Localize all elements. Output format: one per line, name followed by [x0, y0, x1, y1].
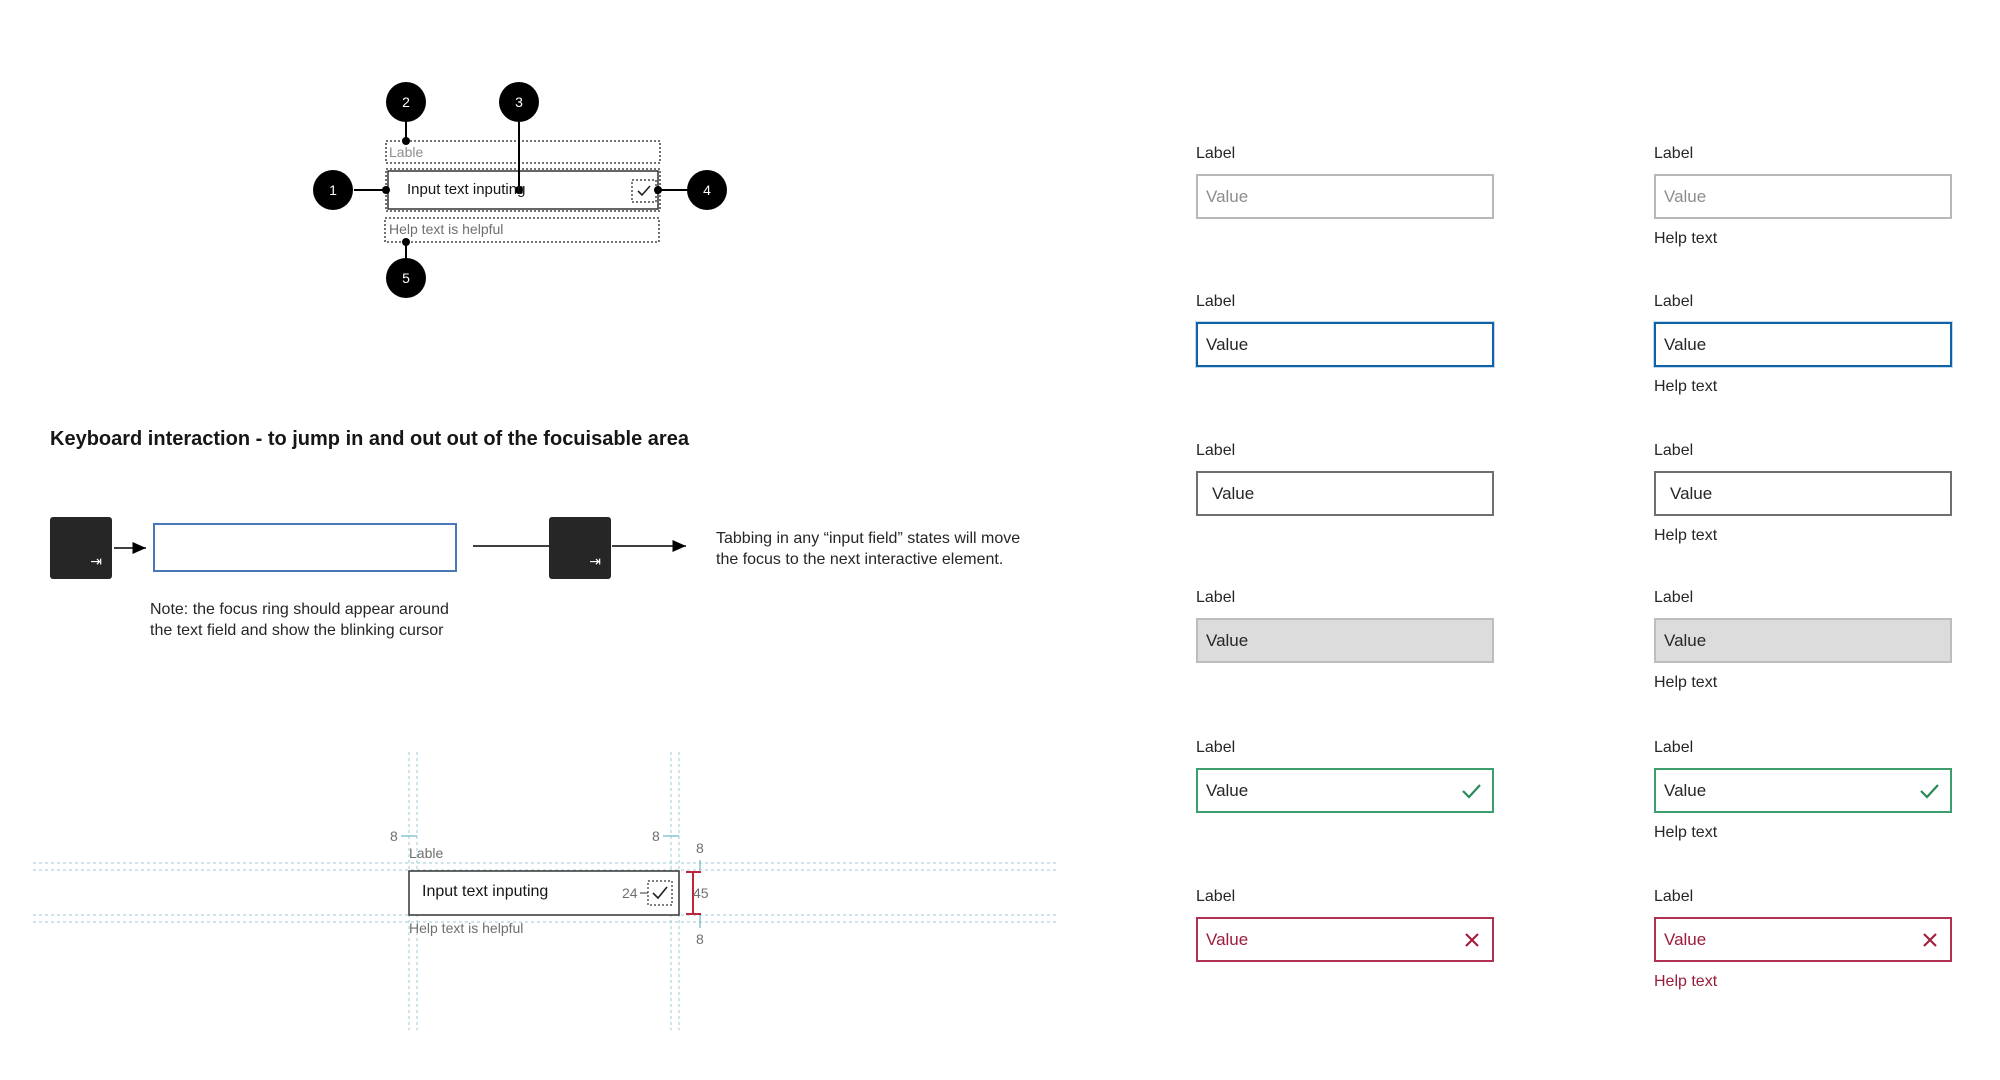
field-label: Label — [1654, 739, 1694, 756]
field-label: Label — [1196, 739, 1236, 756]
value-input[interactable] — [1196, 917, 1494, 962]
callout-marker-4: 4 — [687, 170, 727, 210]
tabbing-description-line2: the focus to the next interactive element. — [716, 551, 1004, 568]
field-label: Label — [1654, 145, 1694, 162]
callout-marker-1: 1 — [313, 170, 353, 210]
field-focus-with-help — [1654, 292, 1952, 397]
tab-key-icon: ⇥ — [90, 554, 102, 570]
field-value: Value — [1664, 631, 1707, 650]
spacing-help-text: Help text is helpful — [409, 920, 524, 936]
value-input[interactable] — [1196, 471, 1494, 516]
field-disabled-with-help — [1654, 588, 1952, 693]
field-label: Label — [1196, 442, 1236, 459]
field-filled — [1196, 441, 1494, 516]
field-label: Label — [1654, 589, 1694, 606]
close-icon — [1920, 930, 1940, 950]
tabbing-description-line1: Tabbing in any “input field” states will move — [716, 530, 1021, 547]
field-default-with-help — [1654, 144, 1952, 249]
value-input — [1196, 618, 1494, 663]
measure-field-height: 45 — [693, 885, 709, 901]
measure-top-padding: 8 — [696, 840, 704, 856]
field-disabled — [1196, 588, 1494, 663]
field-help-text: Help text — [1654, 378, 1718, 395]
field-help-text: Help text — [1654, 230, 1718, 247]
field-focus — [1196, 292, 1494, 367]
measure-bottom-padding: 8 — [696, 931, 704, 947]
measure-label-gap-right: 8 — [652, 828, 660, 844]
field-label: Label — [1654, 888, 1694, 905]
value-input[interactable] — [1196, 322, 1494, 367]
focus-note-line2: the text field and show the blinking cursor — [150, 622, 444, 639]
field-value: Value — [1664, 781, 1707, 800]
field-help-text: Help text — [1654, 527, 1718, 544]
measure-label-gap-left: 8 — [390, 828, 398, 844]
check-icon — [1918, 780, 1940, 802]
field-filled-with-help — [1654, 441, 1952, 546]
field-help-text: Help text — [1654, 674, 1718, 691]
field-label: Label — [1196, 888, 1236, 905]
value-input[interactable] — [1654, 768, 1952, 813]
field-value: Value — [1206, 930, 1249, 949]
field-label: Label — [1654, 293, 1694, 310]
field-value: Value — [1664, 335, 1707, 354]
keyboard-section-title: Keyboard interaction - to jump in and out out of the focuisable area — [50, 428, 689, 450]
field-value: Value — [1670, 484, 1713, 503]
tab-key-icon: ⇥ — [589, 554, 601, 570]
value-input[interactable] — [1196, 768, 1494, 813]
field-error-with-help — [1654, 887, 1952, 992]
callout-marker-2: 2 — [386, 82, 426, 122]
field-success-with-help — [1654, 738, 1952, 843]
anatomy-label-text: Lable — [389, 144, 424, 160]
field-value: Value — [1206, 631, 1249, 650]
field-label: Label — [1654, 442, 1694, 459]
field-value: Value — [1664, 187, 1707, 206]
field-value: Value — [1206, 335, 1249, 354]
field-label: Label — [1196, 589, 1236, 606]
field-value: Value — [1664, 930, 1707, 949]
measure-icon-size: 24 — [622, 885, 638, 901]
field-label: Label — [1196, 145, 1236, 162]
field-label: Label — [1196, 293, 1236, 310]
field-value: Value — [1212, 484, 1255, 503]
close-icon — [1462, 930, 1482, 950]
focus-note-line1: Note: the focus ring should appear around — [150, 601, 449, 618]
spacing-input-text: Input text inputing — [422, 883, 549, 900]
anatomy-help-text: Help text is helpful — [389, 221, 504, 237]
field-help-text: Help text — [1654, 824, 1718, 841]
value-input — [1654, 618, 1952, 663]
callout-marker-5: 5 — [386, 258, 426, 298]
field-success — [1196, 738, 1494, 813]
field-value: Value — [1206, 187, 1249, 206]
value-input[interactable] — [1196, 174, 1494, 219]
value-input[interactable] — [1654, 322, 1952, 367]
value-input[interactable] — [1654, 471, 1952, 516]
field-value: Value — [1206, 781, 1249, 800]
callout-marker-3: 3 — [499, 82, 539, 122]
field-help-text: Help text — [1654, 973, 1718, 990]
value-input[interactable] — [1654, 917, 1952, 962]
check-icon — [1460, 780, 1482, 802]
anatomy-input-text: Input text inputing — [407, 181, 526, 198]
field-default — [1196, 144, 1494, 219]
spacing-label-text: Lable — [409, 845, 444, 861]
field-error — [1196, 887, 1494, 962]
check-icon — [651, 884, 669, 902]
value-input[interactable] — [1654, 174, 1952, 219]
